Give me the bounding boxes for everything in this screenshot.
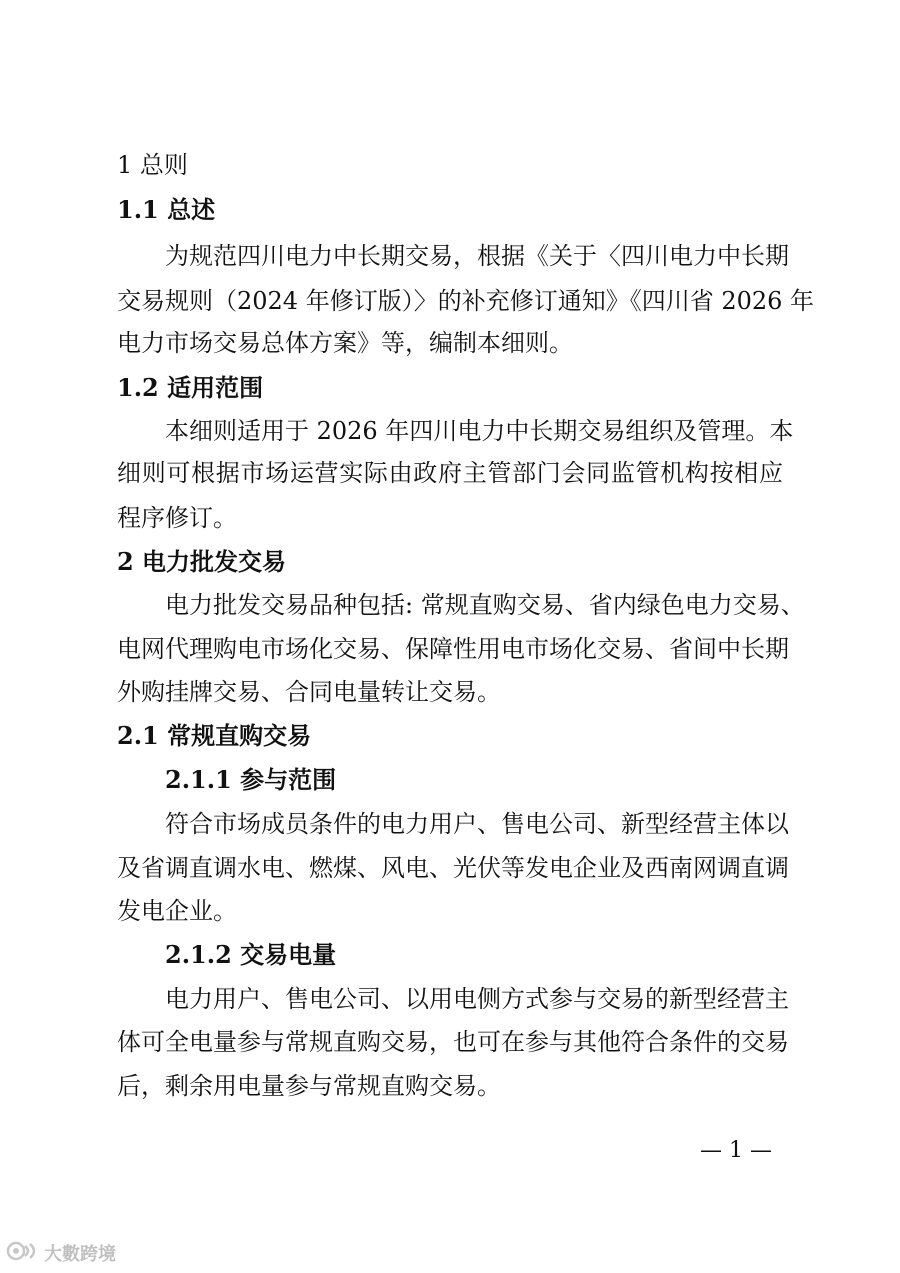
heading-subsection-2-1-1: 2.1.1 参与范围 (165, 765, 337, 794)
paragraph-line: 细则可根据市场运营实际由政府主管部门会同监管机构按相应 (117, 459, 783, 487)
paragraph-line: 后，剩余用电量参与常规直购交易。 (117, 1072, 501, 1100)
paragraph-line: 电力用户、售电公司、以用电侧方式参与交易的新型经营主 (165, 985, 789, 1013)
brand-logo-icon (6, 1240, 40, 1266)
paragraph-line: 为规范四川电力中长期交易，根据《关于〈四川电力中长期 (165, 242, 789, 270)
watermark (6, 1240, 116, 1266)
paragraph-line: 交易规则（2024 年修订版）〉的补充修订通知》《四川省 2026 年 (117, 287, 815, 315)
paragraph-line: 程序修订。 (117, 504, 237, 532)
paragraph-line: 发电企业。 (117, 897, 237, 925)
heading-subsection-2-1-2: 2.1.2 交易电量 (165, 940, 337, 969)
heading-section-1-2: 1.2 适用范围 (117, 373, 264, 402)
paragraph-line: 电力批发交易品种包括: 常规直购交易、省内绿色电力交易、 (165, 591, 805, 619)
paragraph-line: 外购挂牌交易、合同电量转让交易。 (117, 678, 501, 706)
page-number: — 1 — (700, 1138, 772, 1163)
heading-section-1-1: 1.1 总述 (117, 195, 216, 224)
paragraph-line: 电力市场交易总体方案》等，编制本细则。 (117, 329, 573, 357)
heading-chapter-1: 1 总则 (117, 151, 188, 179)
heading-chapter-2: 2 电力批发交易 (117, 547, 287, 576)
paragraph-line: 本细则适用于 2026 年四川电力中长期交易组织及管理。本 (165, 417, 794, 445)
heading-section-2-1: 2.1 常规直购交易 (117, 721, 312, 750)
watermark-text: 大數跨境 (44, 1244, 116, 1265)
paragraph-line: 及省调直调水电、燃煤、风电、光伏等发电企业及西南网调直调 (117, 854, 789, 882)
paragraph-line: 体可全电量参与常规直购交易，也可在参与其他符合条件的交易 (117, 1028, 789, 1056)
paragraph-line: 符合市场成员条件的电力用户、售电公司、新型经营主体以 (165, 810, 789, 838)
paragraph-line: 电网代理购电市场化交易、保障性用电市场化交易、省间中长期 (117, 635, 789, 663)
